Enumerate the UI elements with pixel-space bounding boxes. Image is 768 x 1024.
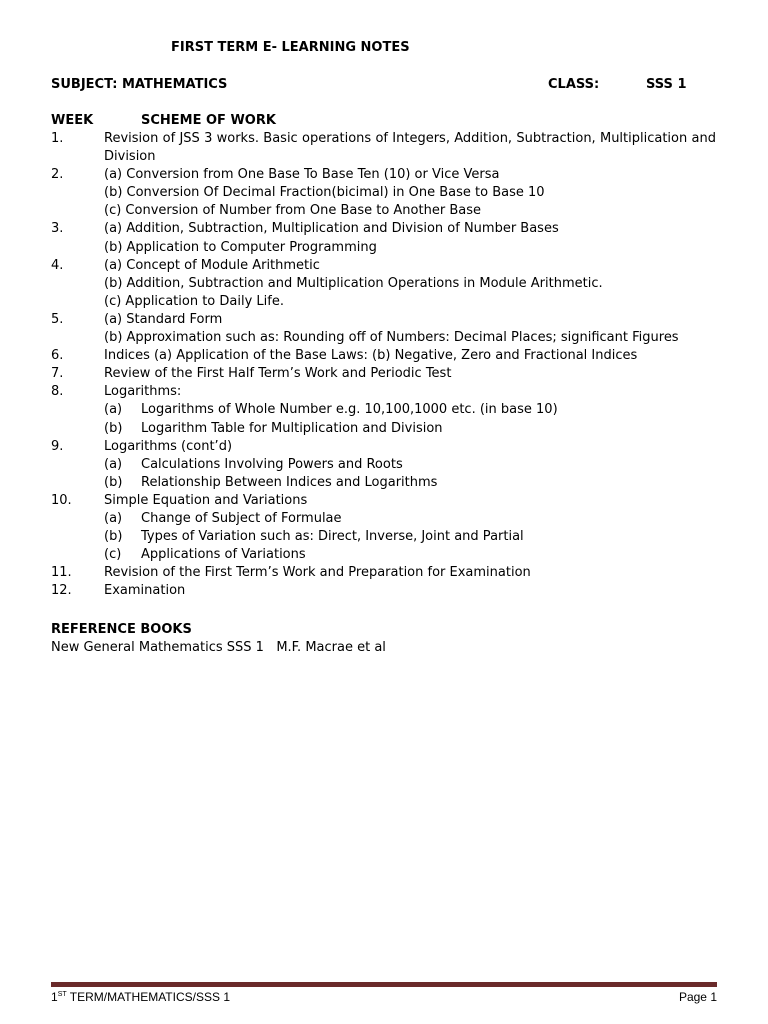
week-number: 10. [51,492,72,508]
week-subtopic [104,420,716,438]
subtopic-label: (c) [104,547,122,563]
week-topic-line: (a) Standard Form [104,311,223,327]
week-topics [104,347,716,365]
week-item [51,166,716,220]
week-item [51,492,716,564]
week-topic-line: (b) Approximation such as: Rounding off of Numbers: Decimal Places; significant Figures [104,330,679,346]
week-topics [104,257,716,311]
footer-term-superscript: ST [57,991,67,998]
week-topics [104,582,716,600]
week-subtopic [104,510,716,528]
week-topic-line: Revision of the First Term’s Work and Preparation for Examination [104,565,531,581]
week-number: 3. [51,221,64,237]
week-topic-line: Simple Equation and Variations [104,492,308,508]
week-number: 5. [51,311,64,327]
week-item [51,383,716,437]
week-subtopic [104,401,716,419]
subtopic-label: (a) [104,402,123,418]
week-topic-line: (b) Addition, Subtraction and Multiplication Operations in Module Arithmetic. [104,275,603,291]
subtopic-text: Change of Subject of Formulae [141,510,342,526]
week-topic-line: Indices (a) Application of the Base Laws: (b) Negative, Zero and Fractional Indices [104,348,638,364]
week-topic-line: (b) Application to Computer Programming [104,239,377,255]
week-topic-line: Examination [104,583,186,599]
document-title: FIRST TERM E- LEARNING NOTES [171,40,410,55]
week-item [51,438,716,492]
week-subtopic [104,546,716,564]
week-number: 6. [51,348,64,364]
week-topic-line: Revision of JSS 3 works. Basic operations of Integers, Addition, Subtraction, Multiplication and Division [104,131,716,165]
subject-class-row [51,77,716,95]
week-item [51,311,716,347]
subtopic-label: (b) [104,474,123,490]
subtopic-text: Relationship Between Indices and Logarithms [141,474,438,490]
class-label: CLASS: [548,77,600,92]
scheme-of-work-list [51,130,716,600]
week-item [51,347,716,365]
week-item [51,130,716,166]
week-item [51,365,716,383]
subtopic-text: Applications of Variations [141,547,306,563]
subtopic-label: (a) [104,510,123,526]
class-value: SSS 1 [646,77,687,92]
week-topic-line: (b) Conversion Of Decimal Fraction(bicimal) in One Base to Base 10 [104,185,545,201]
week-subtopic [104,528,716,546]
subtopic-label: (b) [104,420,123,436]
week-item [51,257,716,311]
week-topics [104,383,716,437]
subtopic-text: Logarithm Table for Multiplication and Division [141,420,443,436]
week-topic-line: Logarithms: [104,384,182,400]
week-subtopic [104,456,716,474]
week-topics [104,365,716,383]
week-column-header: WEEK [51,113,94,128]
week-topic-line: (a) Concept of Module Arithmetic [104,257,320,273]
reference-book-entry: New General Mathematics SSS 1 M.F. Macrae et al [51,640,386,655]
week-item [51,582,716,600]
reference-books-heading: REFERENCE BOOKS [51,622,192,637]
week-topics [104,130,716,166]
week-topics [104,492,716,564]
week-item [51,564,716,582]
week-number: 9. [51,438,64,454]
week-topic-line: (c) Conversion of Number from One Base to Another Base [104,203,481,219]
footer-divider [51,982,717,987]
week-number: 11. [51,565,72,581]
week-number: 8. [51,384,64,400]
subject-label: SUBJECT: MATHEMATICS [51,77,228,92]
footer-page-number: Page 1 [678,990,717,1004]
week-topics [104,438,716,492]
week-number: 2. [51,167,64,183]
week-topics [104,311,716,347]
week-item [51,220,716,256]
subtopic-label: (a) [104,456,123,472]
footer-term-number: 1 [51,990,58,1004]
subtopic-text: Logarithms of Whole Number e.g. 10,100,1000 etc. (in base 10) [141,402,558,418]
scheme-header-row [51,113,716,131]
week-topic-line: (c) Application to Daily Life. [104,293,284,309]
footer-term-rest: TERM/MATHEMATICS/SSS 1 [66,990,230,1004]
scheme-column-header: SCHEME OF WORK [141,113,276,128]
subtopic-text: Types of Variation such as: Direct, Inverse, Joint and Partial [141,529,524,545]
week-number: 12. [51,583,72,599]
week-topics [104,564,716,582]
week-topics [104,166,716,220]
week-topics [104,220,716,256]
subtopic-label: (b) [104,529,123,545]
reference-books-section [51,621,386,657]
week-topic-line: (a) Addition, Subtraction, Multiplication and Division of Number Bases [104,221,559,237]
footer-term-label [51,990,230,1004]
week-number: 7. [51,366,64,382]
week-topic-line: Logarithms (cont’d) [104,438,233,454]
week-subtopic [104,474,716,492]
week-topic-line: (a) Conversion from One Base To Base Ten (10) or Vice Versa [104,167,500,183]
week-number: 4. [51,257,64,273]
subtopic-text: Calculations Involving Powers and Roots [141,456,403,472]
week-number: 1. [51,131,64,146]
week-topic-line: Review of the First Half Term’s Work and Periodic Test [104,366,452,382]
